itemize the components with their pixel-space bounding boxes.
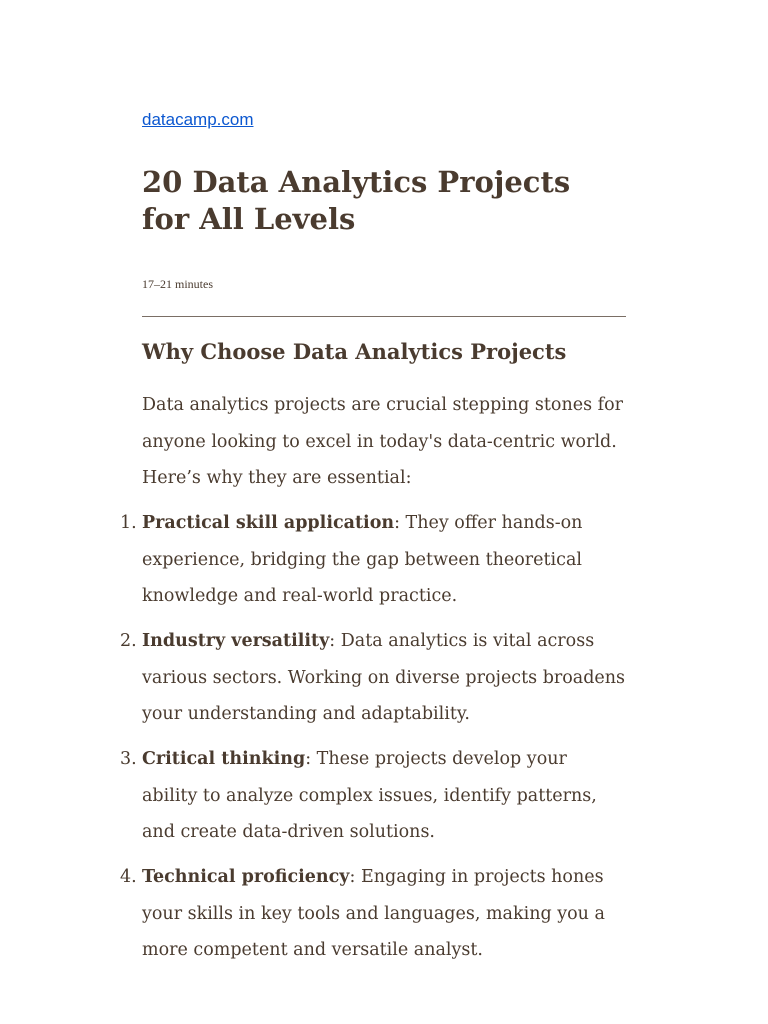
list-item-number: 4. — [120, 867, 137, 887]
list-item-term: Practical skill application — [142, 513, 395, 533]
list-item — [120, 859, 626, 969]
source-link[interactable]: datacamp.com — [142, 110, 254, 129]
list-item-number: 3. — [120, 749, 137, 769]
list-item-term: Technical proficiency — [142, 867, 350, 887]
list-item-term: Industry versatility — [142, 631, 330, 651]
read-time: 17–21 minutes — [142, 277, 213, 291]
list-item — [120, 505, 626, 615]
divider — [142, 316, 626, 317]
list-item-term: Critical thinking — [142, 749, 306, 769]
list-item-number: 1. — [120, 513, 137, 533]
list-item — [120, 741, 626, 851]
list-item-text: : Engaging in projects hones your skills in key tools and languages, making you a more competent and versatile analyst. — [142, 867, 605, 960]
list-item-number: 2. — [120, 631, 137, 651]
section-heading: Why Choose Data Analytics Projects — [142, 339, 567, 364]
list-item-text: : These projects develop your ability to analyze complex issues, identify patterns, and create data-driven solutions. — [142, 749, 597, 842]
list-item-text: : They offer hands-on experience, bridging the gap between theoretical knowledge and real-world practice. — [142, 513, 583, 606]
intro-paragraph: Data analytics projects are crucial stepping stones for anyone looking to excel in today's data-centric world. Here’s why they are essential: — [142, 395, 624, 488]
list-item — [120, 623, 626, 733]
reasons-list — [120, 505, 626, 977]
article-title: 20 Data Analytics Projects for All Levels — [142, 165, 571, 236]
list-item-text: : Data analytics is vital across various sectors. Working on diverse projects broadens your understanding and adaptability. — [142, 631, 626, 724]
